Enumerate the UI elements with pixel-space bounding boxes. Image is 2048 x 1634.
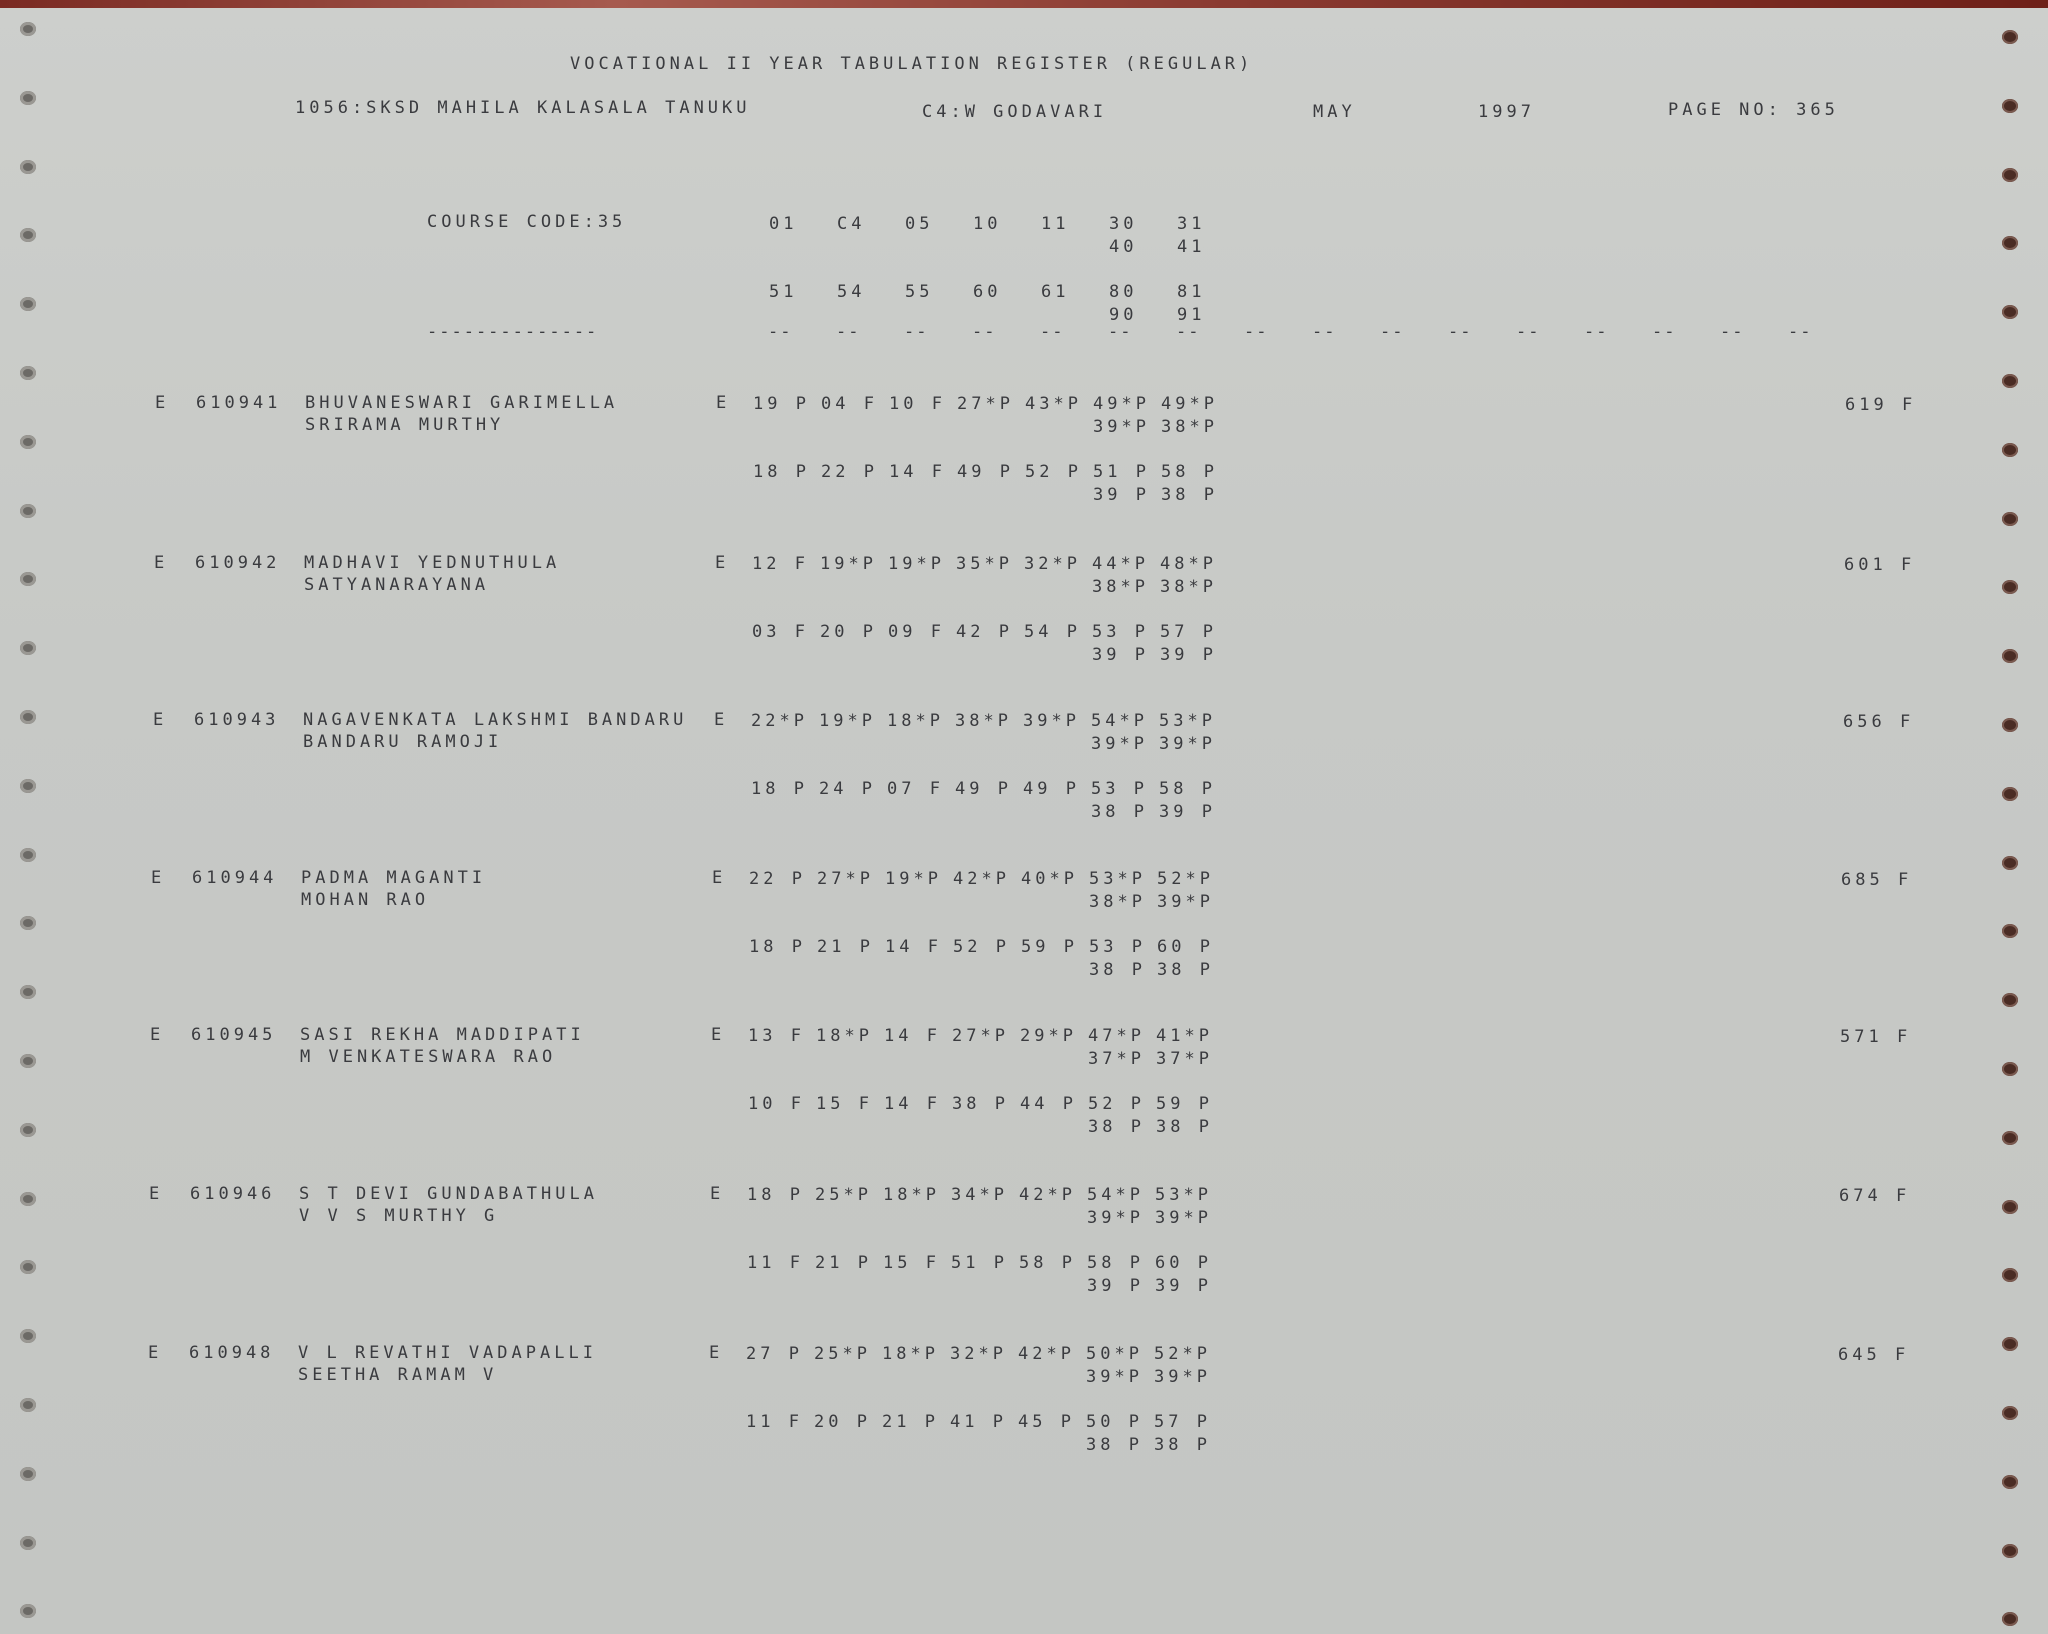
marks-cell: 53*P [1155,1185,1212,1205]
hall-ticket-number: 610948 [189,1343,275,1363]
marks-cell: 52*P [1154,1344,1211,1364]
marks-cell: 53 P [1092,622,1149,642]
marks-cell: 57 P [1154,1412,1211,1432]
marks-cell: 22 P [749,869,806,889]
record-prefix: E [153,710,168,730]
marks-cell: 53*P [1089,869,1146,889]
marks-cell: 49 P [1023,779,1080,799]
marks-cell: 14 F [884,1094,941,1114]
subject-code: 91 [1177,305,1206,325]
father-name: SATYANARAYANA [304,575,490,595]
subject-code: 61 [1041,282,1070,302]
column-separator: -- [972,322,997,342]
marks-cell: 14 F [884,1026,941,1046]
marks-cell: 32*P [950,1344,1007,1364]
record-prefix: E [151,868,166,888]
feed-hole [20,1192,36,1206]
column-separator: -- [1040,322,1065,342]
marks-cell: 58 P [1161,462,1218,482]
marks-cell: 53 P [1089,937,1146,957]
feed-hole [20,1536,36,1550]
father-name: SEETHA RAMAM V [298,1365,498,1385]
marks-cell: 39*P [1155,1208,1212,1228]
marks-cell: 35*P [956,554,1013,574]
subject-code: 30 [1109,214,1138,234]
marks-cell: 10 F [748,1094,805,1114]
district: C4:W GODAVARI [922,102,1108,122]
marks-cell: 38 P [952,1094,1009,1114]
feed-hole [2002,374,2018,388]
marks-cell: 53*P [1159,711,1216,731]
feed-hole [2002,99,2018,113]
marks-cell: 44 P [1020,1094,1077,1114]
marks-cell: 54*P [1091,711,1148,731]
marks-cell: 41*P [1156,1026,1213,1046]
father-name: SRIRAMA MURTHY [305,415,505,435]
feed-hole [20,160,36,174]
marks-cell: 21 P [817,937,874,957]
marks-cell: 49 P [957,462,1014,482]
marks-cell: 39 P [1093,485,1150,505]
marks-cell: 58 P [1087,1253,1144,1273]
marks-cell: 18 P [753,462,810,482]
subject-code: 55 [905,282,934,302]
father-name: BANDARU RAMOJI [303,732,503,752]
marks-cell: 58 P [1159,779,1216,799]
marks-cell: 22*P [751,711,808,731]
marks-cell: 39 P [1155,1276,1212,1296]
category-code: E [709,1343,724,1363]
category-code: E [715,553,730,573]
marks-cell: 38 P [1156,1117,1213,1137]
exam-year: 1997 [1478,102,1535,122]
marks-cell: 19*P [888,554,945,574]
marks-cell: 18*P [882,1344,939,1364]
student-name: MADHAVI YEDNUTHULA [304,553,561,573]
marks-cell: 18 P [751,779,808,799]
feed-hole [2002,787,2018,801]
student-name: V L REVATHI VADAPALLI [298,1343,597,1363]
category-code: E [712,868,727,888]
marks-cell: 09 F [888,622,945,642]
marks-cell: 27*P [957,394,1014,414]
column-separator: -- [1584,322,1609,342]
marks-cell: 40*P [1021,869,1078,889]
subject-code: 54 [837,282,866,302]
feed-hole [2002,1200,2018,1214]
father-name: MOHAN RAO [301,890,430,910]
marks-cell: 03 F [752,622,809,642]
marks-cell: 41 P [950,1412,1007,1432]
marks-cell: 42*P [1018,1344,1075,1364]
column-separator: -- [1244,322,1269,342]
feed-hole [2002,856,2018,870]
hall-ticket-number: 610943 [194,710,280,730]
category-code: E [716,393,731,413]
subject-code: 80 [1109,282,1138,302]
feed-hole [20,504,36,518]
marks-cell: 18*P [816,1026,873,1046]
feed-hole [20,779,36,793]
subject-code: 60 [973,282,1002,302]
column-separator: -- [1448,322,1473,342]
marks-cell: 14 F [885,937,942,957]
marks-cell: 10 F [889,394,946,414]
marks-cell: 38*P [1092,577,1149,597]
student-name: BHUVANESWARI GARIMELLA [305,393,619,413]
marks-cell: 60 P [1155,1253,1212,1273]
marks-cell: 38 P [1086,1435,1143,1455]
feed-hole [2002,718,2018,732]
page-number: PAGE NO: 365 [1668,100,1839,120]
marks-cell: 51 P [1093,462,1150,482]
marks-cell: 39*P [1023,711,1080,731]
marks-cell: 38 P [1157,960,1214,980]
marks-cell: 38 P [1161,485,1218,505]
category-code: E [714,710,729,730]
marks-cell: 19 P [753,394,810,414]
marks-cell: 39*P [1087,1208,1144,1228]
marks-cell: 54 P [1024,622,1081,642]
marks-cell: 53 P [1091,779,1148,799]
marks-cell: 51 P [951,1253,1008,1273]
course-code-label: COURSE CODE:35 [427,212,627,232]
record-prefix: E [150,1025,165,1045]
marks-cell: 32*P [1024,554,1081,574]
marks-cell: 39*P [1086,1367,1143,1387]
marks-cell: 43*P [1025,394,1082,414]
marks-cell: 47*P [1088,1026,1145,1046]
father-name: V V S MURTHY G [299,1206,499,1226]
marks-cell: 52*P [1157,869,1214,889]
marks-cell: 38 P [1154,1435,1211,1455]
marks-cell: 18*P [887,711,944,731]
marks-cell: 11 F [747,1253,804,1273]
column-separator: -- [1108,322,1133,342]
marks-cell: 39 P [1092,645,1149,665]
marks-cell: 14 F [889,462,946,482]
college-name: 1056:SKSD MAHILA KALASALA TANUKU [295,98,751,118]
marks-cell: 19*P [885,869,942,889]
marks-cell: 38*P [1161,417,1218,437]
marks-cell: 59 P [1021,937,1078,957]
marks-cell: 15 F [816,1094,873,1114]
column-separator: -- [904,322,929,342]
total-result: 645 F [1838,1345,1910,1365]
record-prefix: E [154,553,169,573]
hall-ticket-number: 610946 [190,1184,276,1204]
marks-cell: 18 P [747,1185,804,1205]
marks-cell: 11 F [746,1412,803,1432]
feed-hole [2002,1544,2018,1558]
feed-hole [2002,168,2018,182]
column-separator: -- [1312,322,1337,342]
feed-hole [2002,1062,2018,1076]
marks-cell: 39 P [1160,645,1217,665]
feed-hole [2002,512,2018,526]
marks-cell: 04 F [821,394,878,414]
marks-cell: 19*P [820,554,877,574]
marks-cell: 58 P [1019,1253,1076,1273]
marks-cell: 50*P [1086,1344,1143,1364]
feed-hole [20,1467,36,1481]
marks-cell: 38*P [1160,577,1217,597]
marks-cell: 25*P [815,1185,872,1205]
feed-hole [2002,1406,2018,1420]
column-separator: -- [1788,322,1813,342]
subject-code: 81 [1177,282,1206,302]
marks-cell: 50 P [1086,1412,1143,1432]
marks-cell: 18*P [883,1185,940,1205]
marks-cell: 44*P [1092,554,1149,574]
subject-code: 31 [1177,214,1206,234]
marks-cell: 54*P [1087,1185,1144,1205]
marks-cell: 42 P [956,622,1013,642]
marks-cell: 38*P [955,711,1012,731]
marks-cell: 60 P [1157,937,1214,957]
column-separator: -- [1720,322,1745,342]
marks-cell: 38*P [1089,892,1146,912]
marks-cell: 38 P [1088,1117,1145,1137]
subject-code: 51 [769,282,798,302]
feed-hole [20,710,36,724]
total-result: 601 F [1844,555,1916,575]
marks-cell: 39 P [1159,802,1216,822]
marks-cell: 27*P [817,869,874,889]
record-prefix: E [149,1184,164,1204]
marks-cell: 57 P [1160,622,1217,642]
hall-ticket-number: 610944 [192,868,278,888]
subject-code: 10 [973,214,1002,234]
feed-hole [2002,1131,2018,1145]
marks-cell: 49*P [1093,394,1150,414]
column-separator: -- [836,322,861,342]
total-result: 571 F [1840,1027,1912,1047]
marks-cell: 39*P [1093,417,1150,437]
feed-hole [20,1398,36,1412]
student-name: SASI REKHA MADDIPATI [300,1025,585,1045]
marks-cell: 48*P [1160,554,1217,574]
marks-cell: 39*P [1159,734,1216,754]
marks-cell: 49 P [955,779,1012,799]
subject-code: 05 [905,214,934,234]
marks-cell: 27 P [746,1344,803,1364]
student-name: NAGAVENKATA LAKSHMI BANDARU [303,710,688,730]
marks-cell: 37*P [1156,1049,1213,1069]
subject-code: C4 [837,214,866,234]
marks-cell: 12 F [752,554,809,574]
marks-cell: 20 P [814,1412,871,1432]
marks-cell: 42*P [953,869,1010,889]
column-separator: -- [1516,322,1541,342]
record-prefix: E [155,393,170,413]
marks-cell: 18 P [749,937,806,957]
subject-code: 90 [1109,305,1138,325]
feed-hole [20,366,36,380]
marks-cell: 38 P [1089,960,1146,980]
student-name: PADMA MAGANTI [301,868,487,888]
hall-ticket-number: 610945 [191,1025,277,1045]
column-separator: -- [1176,322,1201,342]
feed-hole [20,91,36,105]
feed-hole [20,22,36,36]
marks-cell: 21 P [882,1412,939,1432]
paper-top-edge [0,0,2048,8]
student-name: S T DEVI GUNDABATHULA [299,1184,598,1204]
father-name: M VENKATESWARA RAO [300,1047,557,1067]
register-title: VOCATIONAL II YEAR TABULATION REGISTER (REGULAR) [570,54,1254,74]
marks-cell: 34*P [951,1185,1008,1205]
marks-cell: 25*P [814,1344,871,1364]
course-underline: -------------- [427,322,599,342]
marks-cell: 20 P [820,622,877,642]
marks-cell: 39 P [1087,1276,1144,1296]
marks-cell: 39*P [1157,892,1214,912]
marks-cell: 07 F [887,779,944,799]
total-result: 685 F [1841,870,1913,890]
marks-cell: 52 P [1088,1094,1145,1114]
marks-cell: 59 P [1156,1094,1213,1114]
marks-cell: 42*P [1019,1185,1076,1205]
marks-cell: 22 P [821,462,878,482]
subject-code: 41 [1177,237,1206,257]
subject-code: 11 [1041,214,1070,234]
record-prefix: E [148,1343,163,1363]
feed-hole [20,1123,36,1137]
feed-hole [2002,30,2018,44]
feed-hole [20,435,36,449]
column-separator: -- [1652,322,1677,342]
marks-cell: 29*P [1020,1026,1077,1046]
feed-hole [2002,1475,2018,1489]
hall-ticket-number: 610941 [196,393,282,413]
feed-hole [20,848,36,862]
marks-cell: 27*P [952,1026,1009,1046]
marks-cell: 24 P [819,779,876,799]
category-code: E [710,1184,725,1204]
total-result: 674 F [1839,1186,1911,1206]
marks-cell: 19*P [819,711,876,731]
exam-month: MAY [1313,102,1356,122]
marks-cell: 37*P [1088,1049,1145,1069]
marks-cell: 52 P [1025,462,1082,482]
marks-cell: 13 F [748,1026,805,1046]
marks-cell: 21 P [815,1253,872,1273]
marks-cell: 39*P [1154,1367,1211,1387]
marks-cell: 45 P [1018,1412,1075,1432]
total-result: 656 F [1843,712,1915,732]
column-separator: -- [768,322,793,342]
subject-code: 40 [1109,237,1138,257]
marks-cell: 39*P [1091,734,1148,754]
total-result: 619 F [1845,395,1917,415]
marks-cell: 15 F [883,1253,940,1273]
column-separator: -- [1380,322,1405,342]
subject-code: 01 [769,214,798,234]
marks-cell: 49*P [1161,394,1218,414]
marks-cell: 38 P [1091,802,1148,822]
marks-cell: 52 P [953,937,1010,957]
feed-hole [2002,443,2018,457]
feed-hole [20,1054,36,1068]
category-code: E [711,1025,726,1045]
hall-ticket-number: 610942 [195,553,281,573]
